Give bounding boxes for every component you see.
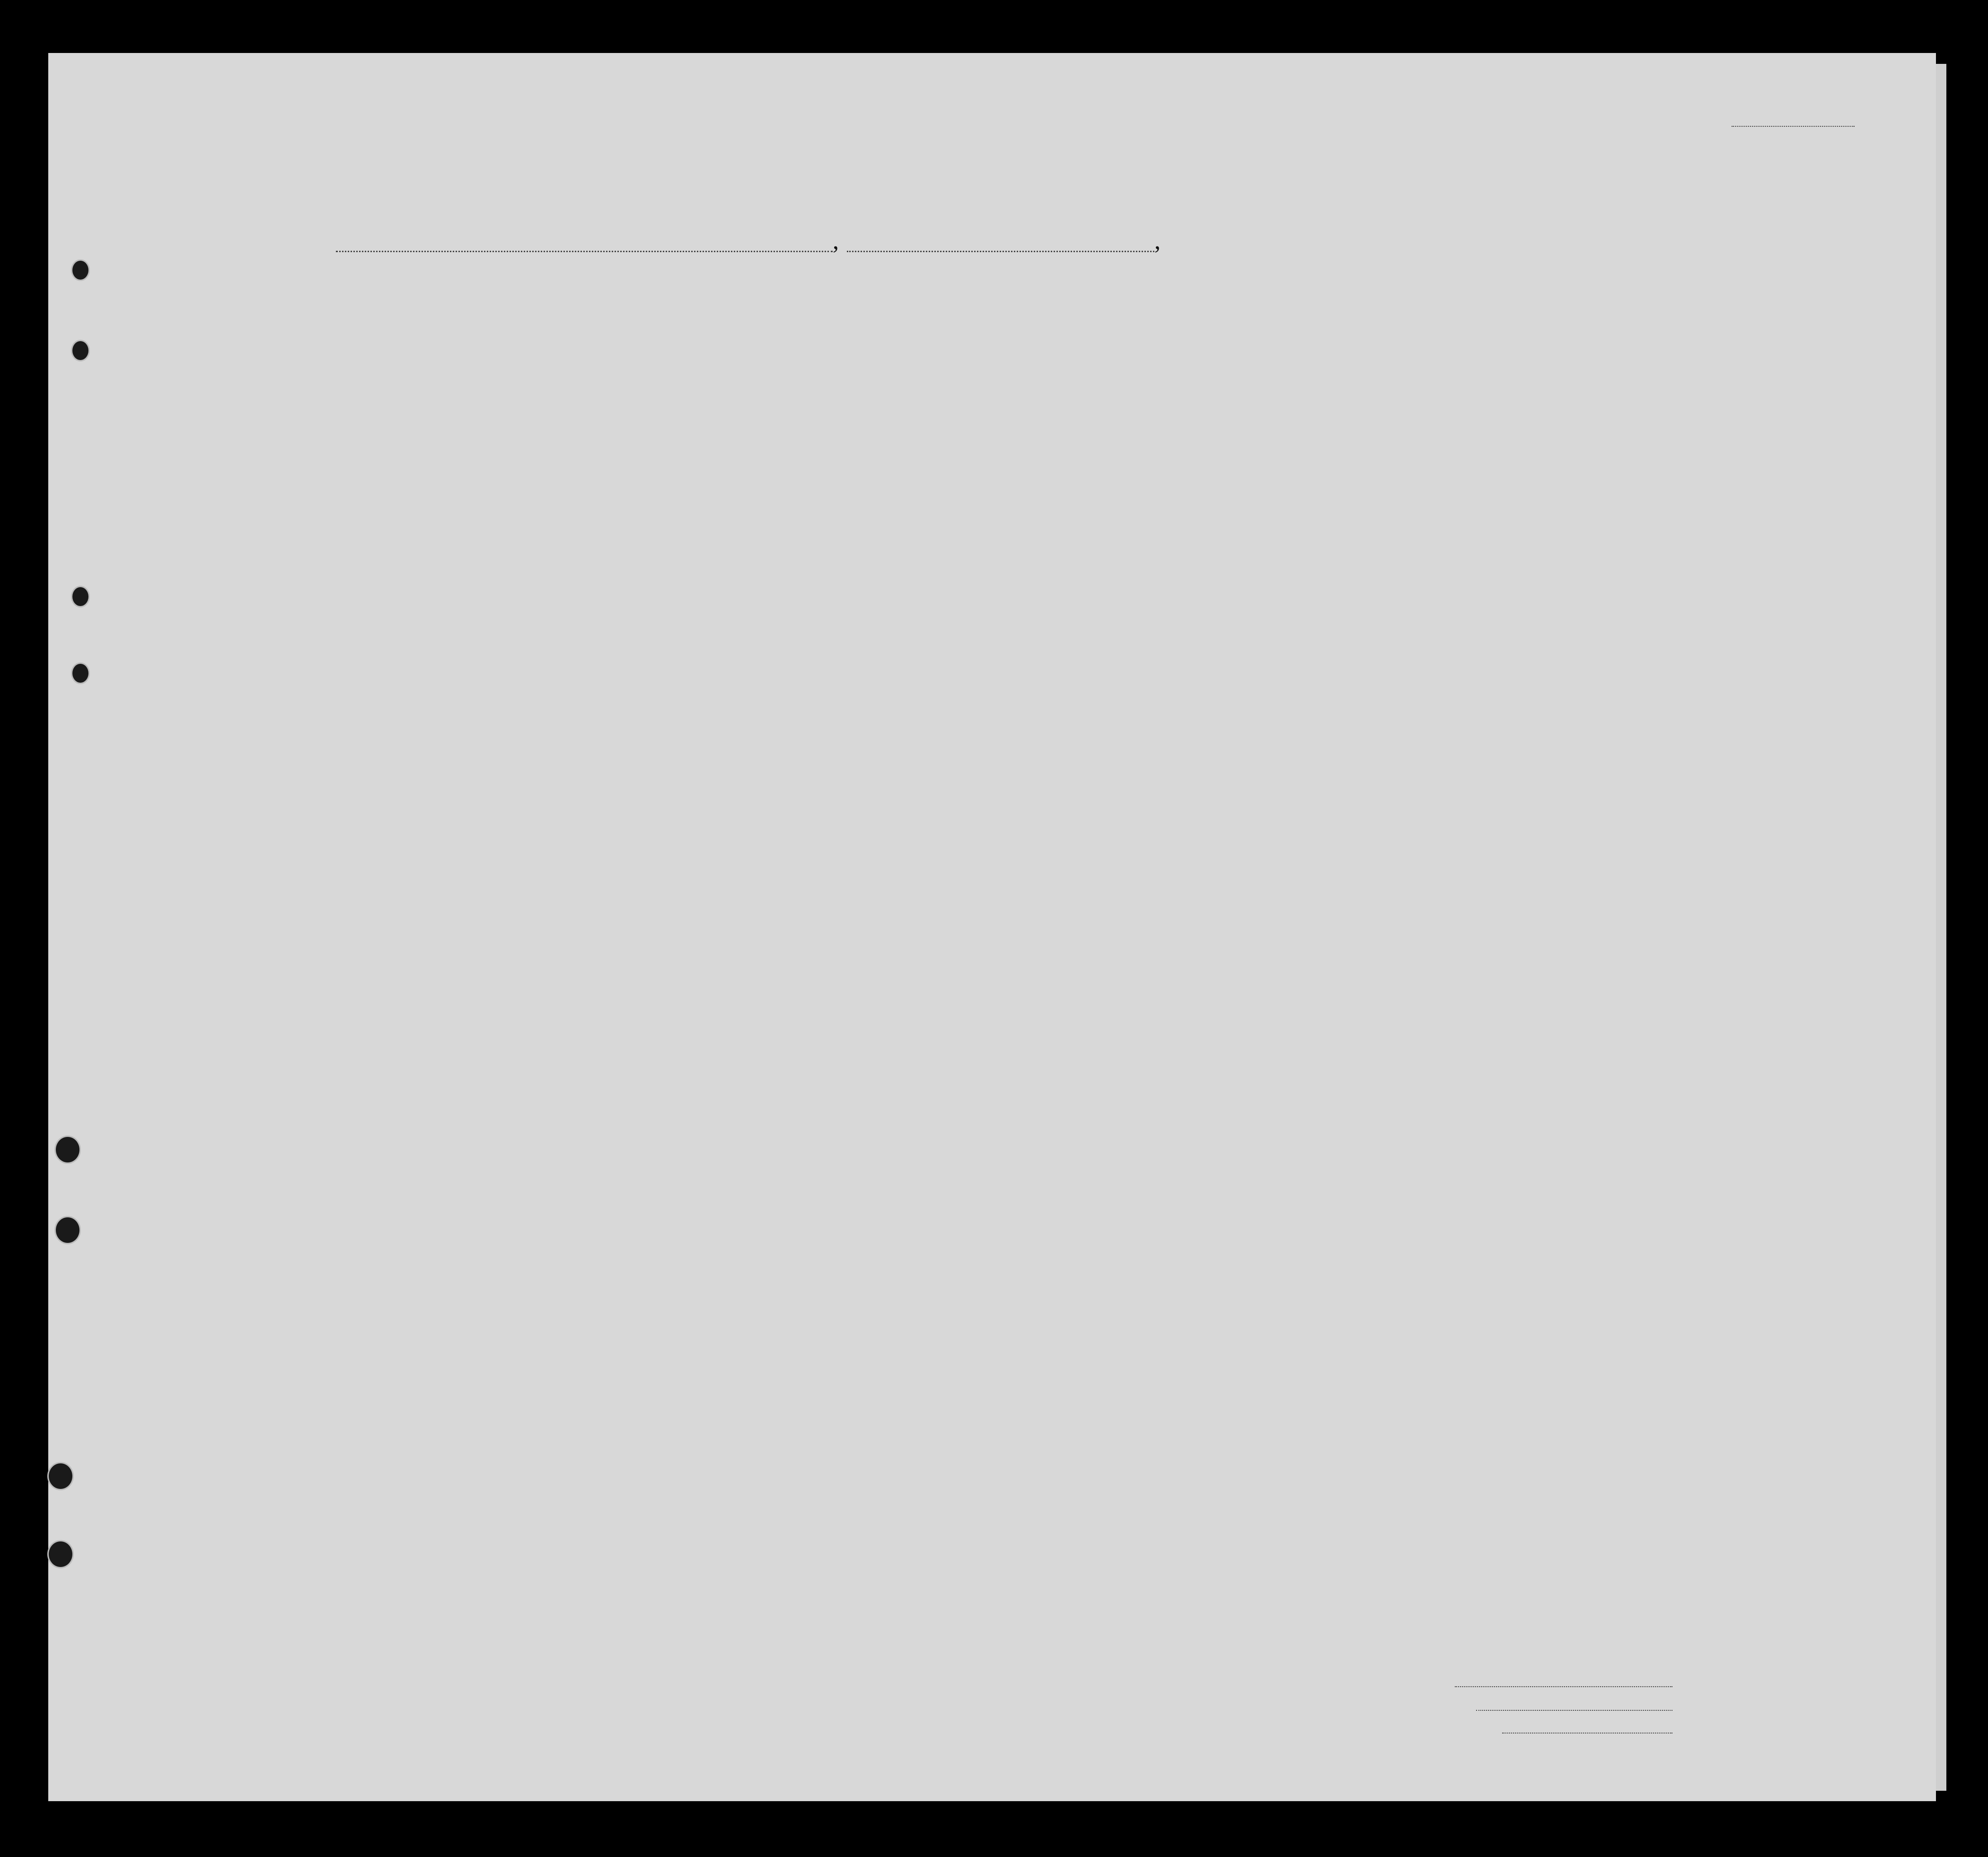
header-arrested (1454, 322, 1473, 438)
header-purpose-citizen (1212, 348, 1240, 438)
port-line (336, 251, 833, 252)
header-labor-offer (1391, 322, 1429, 438)
header-polygamist (1290, 322, 1309, 438)
header-anarchist (1313, 322, 1332, 438)
owners-field[interactable] (1476, 1710, 1672, 1711)
header-overthrow (1337, 322, 1387, 438)
header-inches (1613, 378, 1627, 435)
header-purpose-length (1178, 348, 1206, 438)
agents-field[interactable] (1502, 1733, 1672, 1734)
header-feet (1592, 378, 1606, 435)
comma: , (833, 228, 839, 255)
date-line (847, 251, 1154, 252)
header-money (686, 317, 712, 435)
list-number-line (1732, 126, 1855, 127)
header-prison (1244, 322, 1285, 438)
header-excluded (1433, 322, 1451, 438)
line-field[interactable] (1455, 1686, 1672, 1687)
header-ticket (563, 317, 587, 435)
comma: , (1154, 228, 1161, 255)
header-purpose-return (1136, 348, 1165, 438)
